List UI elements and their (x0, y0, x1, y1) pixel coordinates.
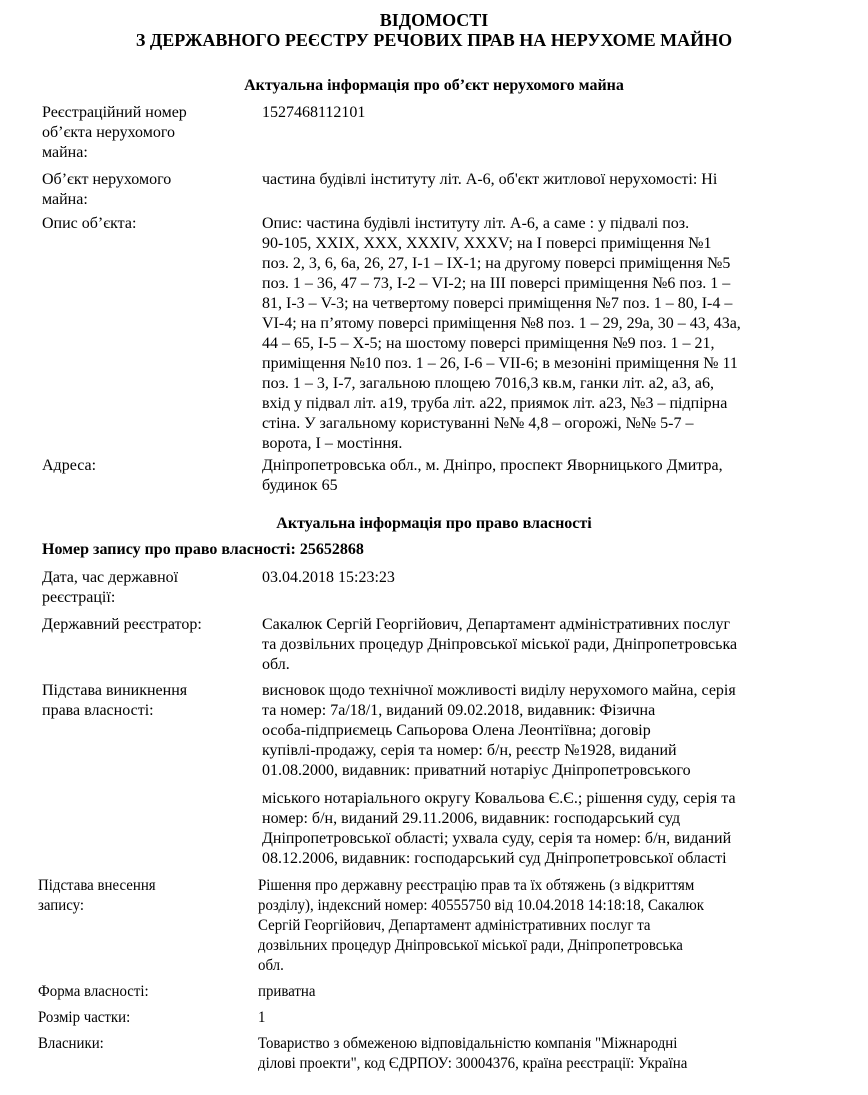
registration-date-label: Дата, час державної реєстрації: (42, 569, 179, 606)
record-number: Номер запису про право власності: 25652868 (42, 541, 364, 558)
address-label: Адреса: (42, 457, 97, 474)
ownership-basis-label: Підстава виникнення права власності: (42, 682, 188, 719)
registrar-value: Сакалюк Сергій Георгійович, Департамент адміністративних послуг та дозвільних процедур Дніпровської міської ради, Дніпропетровська обл. (262, 616, 738, 673)
ownership-section-title: Актуальна інформація про право власності (276, 515, 592, 532)
document-title: ВІДОМОСТІ (379, 10, 489, 30)
owners-label: Власники: (38, 1035, 104, 1052)
ownership-basis-value-continued: міського нотаріального округу Ковальова Є.Є.; рішення суду, серія та номер: б/н, виданий 29.11.2006, видавник: господарський суд Дніпропетровської області; ухвала суду, серія та номер: б/н, виданий 08.12.2006, видавник: господарський суд Дніпропетровської області (262, 790, 736, 867)
ownership-form-value: приватна (258, 983, 316, 1000)
address-value: Дніпропетровська обл., м. Дніпро, проспект Яворницького Дмитра, будинок 65 (262, 457, 723, 494)
ownership-basis-value: висновок щодо технічної можливості виділу нерухомого майна, серія та номер: 7а/18/1, виданий 09.02.2018, видавник: Фізична особа-підприємець Сапьорова Олена Леонтіївна; договір купівлі-продажу, серія та номер: б/н, реєстр №1928, виданий 01.08.2000, видавник: приватний нотаріус Дніпропетровського (262, 682, 736, 779)
reg-number-label: Реєстраційний номер об’єкта нерухомого майна: (42, 104, 187, 161)
registration-date-value: 03.04.2018 15:23:23 (262, 569, 395, 586)
document-subtitle: З ДЕРЖАВНОГО РЕЄСТРУ РЕЧОВИХ ПРАВ НА НЕРУХОМЕ МАЙНО (135, 30, 733, 50)
share-size-label: Розмір частки: (38, 1009, 131, 1026)
entry-basis-value: Рішення про державну реєстрацію прав та їх обтяжень (з відкриттям розділу), індексний номер: 40555750 від 10.04.2018 14:18:18, Сакалюк Сергій Георгійович, Департамент адміністративних послуг та дозвільних процедур Дніпровської міської ради, Дніпропетровська обл. (258, 877, 704, 974)
share-size-value: 1 (258, 1009, 266, 1026)
description-value: Опис: частина будівлі інституту літ. А-6, а саме : у підвалі поз. 90-105, XXIX, XXX, XXXIV, XXXV; на І поверсі приміщення №1 поз. 2, 3, 6, 6а, 26, 27, І-1 – IX-1; на другому поверсі приміщення №5 поз. 1 – 36, 47 – 73, І-2 – VI-2; на ІІІ поверсі приміщення №6 поз. 1 – 81, І-3 – V-3; на четвертому поверсі приміщення №7 поз. 1 – 80, І-4 – VI-4; на п’ятому поверсі приміщення №8 поз. 1 – 29, 29а, 30 – 43, 43а, 44 – 65, І-5 – X-5; на шостому поверсі приміщення №9 поз. 1 – 21, приміщення №10 поз. 1 – 26, І-6 – VII-6; в мезоніні приміщення № 11 поз. 1 – 3, І-7, загальною площею 7016,3 кв.м, ганки літ. а2, а3, а6, вхід у підвал літ. а19, труба літ. а22, приямок літ. а23, №3 – підпірна стіна. У загальному користуванні №№ 4,8 – огорожі, №№ 5-7 – ворота, І – мостіння. (262, 215, 741, 452)
ownership-form-label: Форма власності: (38, 983, 149, 1000)
object-value: частина будівлі інституту літ. А-6, об'єкт житлової нерухомості: Ні (262, 171, 718, 188)
owners-value: Товариство з обмеженою відповідальністю компанія "Міжнародні ділові проекти", код ЄДРПОУ: 30004376, країна реєстрації: Україна (258, 1035, 688, 1072)
object-label: Об’єкт нерухомого майна: (42, 171, 172, 208)
description-label: Опис об’єкта: (42, 215, 137, 232)
object-section-title: Актуальна інформація про об’єкт нерухомого майна (244, 77, 624, 94)
reg-number-value: 1527468112101 (262, 104, 366, 121)
entry-basis-label: Підстава внесення запису: (38, 877, 156, 914)
registrar-label: Державний реєстратор: (42, 616, 202, 633)
